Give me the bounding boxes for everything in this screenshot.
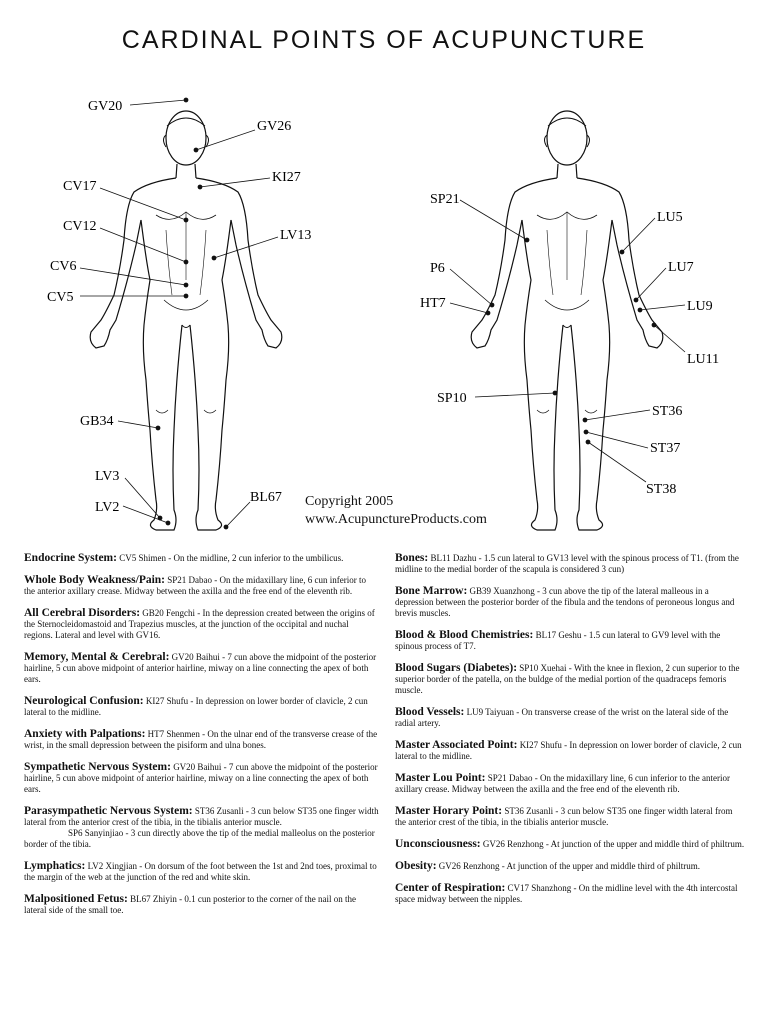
entry-unconsciousness — [395, 839, 745, 850]
entry-lymphatics — [24, 861, 379, 883]
entry-blood-vessels — [395, 707, 745, 729]
left-column — [24, 553, 379, 927]
side-figure — [471, 111, 663, 530]
entry-text: GV20 Baihui - 7 cun above the midpoint of the posterior hairline, 5 cun above midpoint of anterior hairline, miway on a line connecting the apex of both ears. — [24, 652, 377, 684]
label-lu5: LU5 — [657, 210, 683, 225]
entry-heading: Master Horary Point: — [395, 805, 503, 817]
front-leaders — [80, 98, 278, 529]
entry-text: CV5 Shimen - On the midline, 2 cun inferior to the umbilicus. — [119, 553, 344, 563]
label-cv5: CV5 — [47, 290, 74, 305]
entry-heading: All Cerebral Disorders: — [24, 607, 141, 619]
entry-text: ST36 Zusanli - 3 cun below ST35 one finger width lateral from the anterior crest of the tibia, in the tibialis anterior muscle. — [24, 806, 379, 827]
front-figure — [90, 111, 282, 530]
entry-text: GB39 Xuanzhong - 3 cun above the tip of the lateral malleous in a depression between the posterior border of the fibula and the tendons of peroneous longus and brevis muscles. — [395, 586, 735, 618]
entry-bone-marrow — [395, 586, 745, 619]
entry-blood-sugars — [395, 663, 745, 696]
entry-heading: Blood & Blood Chemistries: — [395, 629, 534, 641]
entry-text: GB20 Fengchi - In the depression created between the origins of the Sternocleidomastoid and Trapezius muscles, at the junction of the occipital and nuchal regions. Lateral and level with GV16. — [24, 608, 375, 640]
entry-text: LV2 Xingjian - On dorsum of the foot between the 1st and 2nd toes, proximal to the margin of the web at the junction of the red and white skin. — [24, 861, 377, 882]
label-p6: P6 — [430, 261, 445, 276]
entry-text: GV26 Renzhong - At junction of the upper and middle third of philtrum. — [482, 839, 745, 849]
label-cv17: CV17 — [63, 179, 97, 194]
entry-heading: Neurological Confusion: — [24, 695, 144, 707]
entry-text: BL11 Dazhu - 1.5 cun lateral to GV13 level with the spinous process of T1. (from the midline to the medial border of the scapula is considered 3 cun) — [395, 553, 739, 574]
entry-text: HT7 Shenmen - On the ulnar end of the transverse crease of the wrist, in the small depression between the pisiform and ulna bones. — [24, 729, 378, 750]
entry-heading: Parasympathetic Nervous System: — [24, 805, 193, 817]
entry-text: KI27 Shufu - In depression on lower border of clavicle, 2 cun lateral to the midline. — [24, 696, 368, 717]
entry-heading: Master Lou Point: — [395, 772, 486, 784]
entry-text: BL67 Zhiyin - 0.1 cun posterior to the corner of the nail on the lateral side of the small toe. — [24, 894, 357, 915]
label-lv3: LV3 — [95, 469, 120, 484]
entry-text: GV26 Renzhong - At junction of the upper and middle third of philtrum. — [438, 861, 700, 871]
label-lu11: LU11 — [687, 352, 720, 367]
entry-text: CV17 Shanzhong - On the midline level with the 4th intercostal space midway between the nipples. — [395, 883, 738, 904]
entry-heading: Memory, Mental & Cerebral: — [24, 651, 170, 663]
body-diagram — [0, 80, 768, 550]
entry-whole-body — [24, 575, 379, 597]
entry-text-2: SP6 Sanyinjiao - 3 cun directly above the tip of the medial malleolus on the posterior border of the tibia. — [24, 828, 375, 849]
side-leaders — [450, 200, 685, 482]
label-gb34: GB34 — [80, 414, 114, 429]
entry-heading: Whole Body Weakness/Pain: — [24, 574, 166, 586]
entry-heading: Lymphatics: — [24, 860, 86, 872]
label-st36: ST36 — [652, 404, 683, 419]
entry-text: SP21 Dabao - On the midaxillary line, 6 cun inferior to the anterior axillary crease. Midway between the axilla and the free end of the eleventh rib. — [24, 575, 366, 596]
entry-obesity — [395, 861, 745, 872]
label-lu9: LU9 — [687, 299, 713, 314]
entry-endocrine — [24, 553, 379, 564]
label-ki27: KI27 — [272, 170, 301, 185]
label-lv13: LV13 — [280, 228, 312, 243]
entry-text: SP21 Dabao - On the midaxillary line, 6 cun inferior to the anterior axillary crease. Midway between the axilla and the free end of the eleventh rib. — [395, 773, 730, 794]
entry-heading: Bones: — [395, 552, 429, 564]
entry-text: LU9 Taiyuan - On transverse crease of the wrist on the lateral side of the radial artery. — [395, 707, 729, 728]
label-bl67: BL67 — [250, 490, 282, 505]
entry-master-associated — [395, 740, 745, 762]
entry-anxiety — [24, 729, 379, 751]
copyright-line: Copyright 2005 — [305, 494, 394, 509]
page-title: CARDINAL POINTS OF ACUPUNCTURE — [121, 26, 647, 54]
entry-sympathetic — [24, 762, 379, 795]
entry-neuro — [24, 696, 379, 718]
website-line: www.AcupunctureProducts.com — [305, 512, 487, 527]
entry-heading: Bone Marrow: — [395, 585, 468, 597]
entry-heading: Master Associated Point: — [395, 739, 518, 751]
entry-heading: Obesity: — [395, 860, 437, 872]
label-cv6: CV6 — [50, 259, 77, 274]
entry-heading: Blood Sugars (Diabetes): — [395, 662, 518, 674]
entry-text: GV20 Baihui - 7 cun above the midpoint of the posterior hairline, 5 cun above midpoint of anterior hairline, miway on a line connecting the apex of both ears. — [24, 762, 378, 794]
label-sp10: SP10 — [437, 391, 467, 406]
entry-text: SP10 Xuehai - With the knee in flexion, 2 cun superior to the superior border of the patella, on the buldge of the medial portion of the quadraceps femoris muscle. — [395, 663, 740, 695]
entry-fetus — [24, 894, 379, 916]
entry-bones — [395, 553, 745, 575]
entry-cerebral — [24, 608, 379, 641]
label-cv12: CV12 — [63, 219, 97, 234]
right-column — [395, 553, 745, 916]
entry-respiration — [395, 883, 745, 905]
label-st38: ST38 — [646, 482, 677, 497]
label-lu7: LU7 — [668, 260, 694, 275]
entry-master-horary — [395, 806, 745, 828]
entry-heading: Anxiety with Palpations: — [24, 728, 146, 740]
label-sp21: SP21 — [430, 192, 460, 207]
entry-heading: Blood Vessels: — [395, 706, 465, 718]
copyright-block — [305, 493, 487, 529]
label-gv20: GV20 — [88, 99, 123, 114]
entry-parasympathetic — [24, 806, 379, 850]
entry-text: BL17 Geshu - 1.5 cun lateral to GV9 level with the spinous process of T7. — [395, 630, 721, 651]
entry-text: ST36 Zusanli - 3 cun below ST35 one finger width lateral from the anterior crest of the tibia, in the tibialis anterior muscle. — [395, 806, 733, 827]
entry-heading: Center of Respiration: — [395, 882, 506, 894]
entry-blood-chem — [395, 630, 745, 652]
label-ht7: HT7 — [420, 296, 446, 311]
entry-heading: Sympathetic Nervous System: — [24, 761, 171, 773]
entry-heading: Endocrine System: — [24, 552, 117, 564]
label-lv2: LV2 — [95, 500, 120, 515]
entry-memory — [24, 652, 379, 685]
entry-master-lou — [395, 773, 745, 795]
label-st37: ST37 — [650, 441, 681, 456]
label-gv26: GV26 — [257, 119, 292, 134]
entry-heading: Unconsciousness: — [395, 838, 481, 850]
entry-text: KI27 Shufu - In depression on lower border of clavicle, 2 cun lateral to the midline. — [395, 740, 742, 761]
entry-heading: Malpositioned Fetus: — [24, 893, 128, 905]
